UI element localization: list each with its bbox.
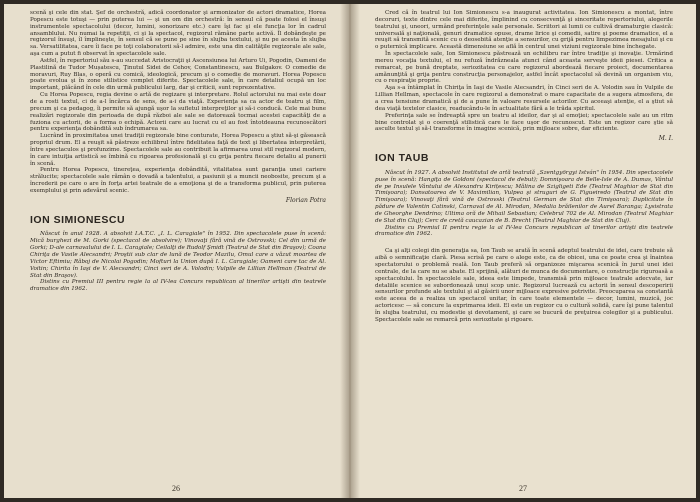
paragraph: În spectacolele sale, Ion Simionescu păstrează un echilibru rar între tradiţie şi inovaţie. Urmărind mereu vocaţia textului, el nu refuză îndrăzneala atunci când aceasta serveşte ideii piesei. Critica a remarcat, pe bună dreptate, seriozitatea cu care regizorul abordează fiecare proiect, documentarea amănunţită şi grija pentru construcţia personajelor, astfel încât spectacolul să devină un organism viu, cu o respiraţie proprie. <box>375 51 673 85</box>
paragraph: Astfel, în repertoriul său s-au succedat Aristocraţii şi Ascensiunea lui Arturo Ui, Pogodin, Oameni de Plastilină de Tudor Mușatescu, Ţinutul Sidei de Cehov, Constantinescu, sau Bulgakov. O comedie de moravuri, Ruy Blas, o operă cu comică, ideologică, precum şi o comedie de moravuri. Horea Popescu poate evolua şi în zone stilistice complet diferite. Spectacolele sale, în care detaliul ocupă un loc important, plăcând în cele din urmă publicului larg, dar şi criticii, sunt reprezentative. <box>30 57 326 92</box>
bio-paragraph: Născut în 1927. A absolvit Institutul de artă teatrală „Szentgyörgyi István" în 1954. Din spectacolele puse în scenă: Hangiţa de Goldoni (spectacol de debut); Domnişoara de Belle-Isle de A. Dumas, Vântul de pe Insulele Vântului de Alexandru Kirițescu; Mălina de Szigligeti Ede (Teatrul Maghiar de Stat din Timişoara); Dansatoarea de V. Maximilian, Vulpea şi struguri de G. Figueiredo (Teatrul de Stat din Timişoara); Vinovaţi fără vină de Ostrovski (Teatrul German de Stat din Timişoara); Duplicitate în pădure de Valentin Catinski, Carnaval de Al. Mirodan, Medalia brăilenilor de Aurel Baranga; Lysistrata de Gheorghe Dendrino; Ultima oră de Mihail Sebastian; Celebrul 702 de Al. Mirodan (Teatrul Maghiar de Stat din Cluj); Cerc de cretă caucazian de B. Brecht (Teatrul Maghiar de Stat din Cluj). <box>375 169 673 224</box>
paragraph: Cred că în teatrul lui Ion Simionescu s-a inaugurat activitatea. Ion Simionescu a montat, între decoruri, texte dintre cele mai diferite, împlinind cu consecvenţă şi sinceritate repertoriului, alegerile teatrului şi, uneori, urmând preferinţele sale personale. Scriitori ai lumii ce cultivă dramaturgie clasică: universală şi naţională, genuri dramatice opuse, drame lirice şi comedii, satire şi poeme dramatice, el a reuşit să transmită scenic cu o deosebită atenţie a sensurilor, cu grijă pentru limpezimea mesajului şi cu o puternică implicare. Această dimensiune se află în centrul unei viziuni regizorale bine închegate. <box>375 10 673 51</box>
paragraph: Ca şi alţi colegi din generaţia sa, Ion Taub se arată în scenă adeptul teatrului de idei, care trebuie să aibă o semnificaţie clară. Piesa scrisă pe care o alege este, ca de obicei, una ce poate crea şi înaintea spectatorului o problemă reală. Ion Taub preferă să organizeze mişcarea scenică în jurul unei idei centrale, de la care nu se abate. El sprijină, alături de munca de documentare, o construcţie riguroasă a spectacolului. În spectacolele sale, ideea este limpede, transmisă prin mijloace teatrale adecvate, iar detaliile scenice se subordonează unui scop unic. Regizorul lucrează cu actorii în sensul descoperirii sensurilor profunde ale textului şi al găsirii unor mijloace expresive potrivite. Preocuparea sa constantă este aceea de a realiza un spectacol unitar, în care toate elementele — decor, lumini, muzică, joc actoricesc — să concure la exprimarea ideii. El este un regizor cu o cultură solidă, care îşi pune talentul în slujba teatrului, cu modestie şi devotament, şi care se bucură de preţuirea colegilor şi a publicului. Spectacolele sale se remarcă prin seriozitate şi rigoare. <box>375 248 673 323</box>
author-signature: Florian Potra <box>285 196 326 204</box>
paragraph: Cu Horea Popescu, regia devine o artă de regizare şi interpretare. Rolul actorului nu mai este doar de a rosti textul, ci de a-l încărca de sens, de a-i da viaţă. Experienţa sa ca actor de teatru şi film, precum şi ca pedagog, îi permite să ajungă uşor la sufletul interpreţilor şi să-i conducă. Cele mai bune realizări regizorale din perioada de după război ale sale se datorează tocmai acestei capacităţi de a fuziona cu actorii, de a forma o echipă. Actorii care au lucrat cu el au fost întotdeauna recunoscători pentru experienţa dobândită sub îndrumarea sa. <box>30 92 326 133</box>
right-page <box>351 4 696 498</box>
paragraph: Lucrând în proximitatea unei tradiţii regizorale bine conturate, Horea Popescu a ştiut să-şi găsească propriul drum. El a reuşit să păstreze echilibrul între fidelitatea faţă de text şi libertatea interpretării, între spectaculos şi profunzime. Spectacolele sale au contribuit la afirmarea unui stil regizoral modern, în care intuiţia artistică se îmbină cu rigoarea profesională şi cu grija pentru fiecare detaliu al punerii în scenă. <box>30 133 326 167</box>
paragraph: scenă şi cele din stat. Şef de orchestră, adică coordonator şi armonizator de actori dramatice, Horea Popescu este totuşi — prin puterea lui — şi un om din orchestră: în sensul că poate folosi el însuşi instrumentele spectacolului (decor, lumini, sonorizare etc.) care îşi fac şi ele funcţia lor în cadrul ansamblului. Nu numai la repetiţii, ci şi la spectacol, regizorul rămâne parte activă. Îl dobândeşte pe regizorul însuşi, îl împlineşte, în sensul că se pune pe sine în slujba textului, şi nu pe acesta în slujba sa. Versatilitatea, care îi face pe toţi colaboratorii să-l admire, este una din calităţile regizorale ale sale, aşa cum a putut fi observat în spectacolele sale. <box>30 10 326 58</box>
page-number: 26 <box>172 484 180 493</box>
right-text-column <box>375 10 673 324</box>
award-paragraph: Distins cu Premiul II pentru regie la al IV-lea Concurs republican al tinerilor artişti din teatrele dramatice din 1962. <box>375 224 673 238</box>
book-spread <box>4 4 696 498</box>
page-number: 27 <box>519 484 527 493</box>
book-gutter <box>340 4 360 498</box>
left-text-column <box>30 10 326 293</box>
section-title: ION TAUB <box>375 152 429 165</box>
award-paragraph: Distins cu Premiul III pentru regie la al IV-lea Concurs republican al tinerilor artişti din teatrele dramatice din 1962. <box>30 279 326 293</box>
paragraph: Aşa s-a întâmplat în Chiriţa în Iaşi de Vasile Alecsandri, în Cinci seri de A. Volodin sau în Vulpile de Lillian Hellman, spectacole în care regizorul a demonstrat o mare capacitate de a sugera atmosfera, de a crea tensiune dramatică şi de a pune în valoare resursele actorilor. Cu aceeaşi atenţie, el a ştiut să dea viaţă textelor clasice, readucându-le în actualitate fără a le trăda spiritul. <box>375 85 673 112</box>
paragraph: Pentru Horea Popescu, tinereţea, experienţa dobândită, vitalitatea sunt garanţia unei cariere strălucite; spectacolele sale rămân o dovadă a talentului, a pasiunii şi a muncii neobosite, precum şi a încrederii pe care o are în forţa artei teatrale de a emoţiona şi de a transforma publicul, prin puterea exemplului şi prin adevărul scenic. <box>30 167 326 194</box>
bio-paragraph: Născut în anul 1928. A absolvit I.A.T.C. „I. L. Caragiale" în 1952. Din spectacolele puse în scenă: Mică burghezi de M. Gorki (spectacol de absolvire); Vinovaţi fără vină de Ostrovski; Cel din urmă de Gorki; D-ale carnavalului de I. L. Caragiale; Ceilalţi de Rudolf Şmidt (Teatrul de Stat din Braşov); Coana Chiriţa de Vasile Alecsandri; Proştii sub clar de lună de Teodor Mazilu, Omul care a văzut moartea de Victor Eftimiu; Răboj de Nicolai Pogodin; Mofturi la Union după I. L. Caragiale; Oameni care tac de Al. Voitin; Chirita în Iaşi de V. Alecsandri; Cinci seri de A. Volodin; Vulpile de Lillian Hellman (Teatrul de Stat din Braşov). <box>30 231 326 279</box>
section-title: ION SIMIONESCU <box>30 213 126 226</box>
author-signature: M. I. <box>658 135 673 143</box>
paragraph: Preferinţa sale se îndreaptă spre un teatru al ideilor, dar şi al emoţiei; spectacolele sale au un ritm bine controlat şi o coerenţă stilistică care le face uşor de recunoscut. Este un regizor care ştie să asculte textul şi să-l transforme în imagine scenică, prin mijloace sobre, dar eficiente. <box>375 112 673 133</box>
left-page <box>4 4 349 498</box>
